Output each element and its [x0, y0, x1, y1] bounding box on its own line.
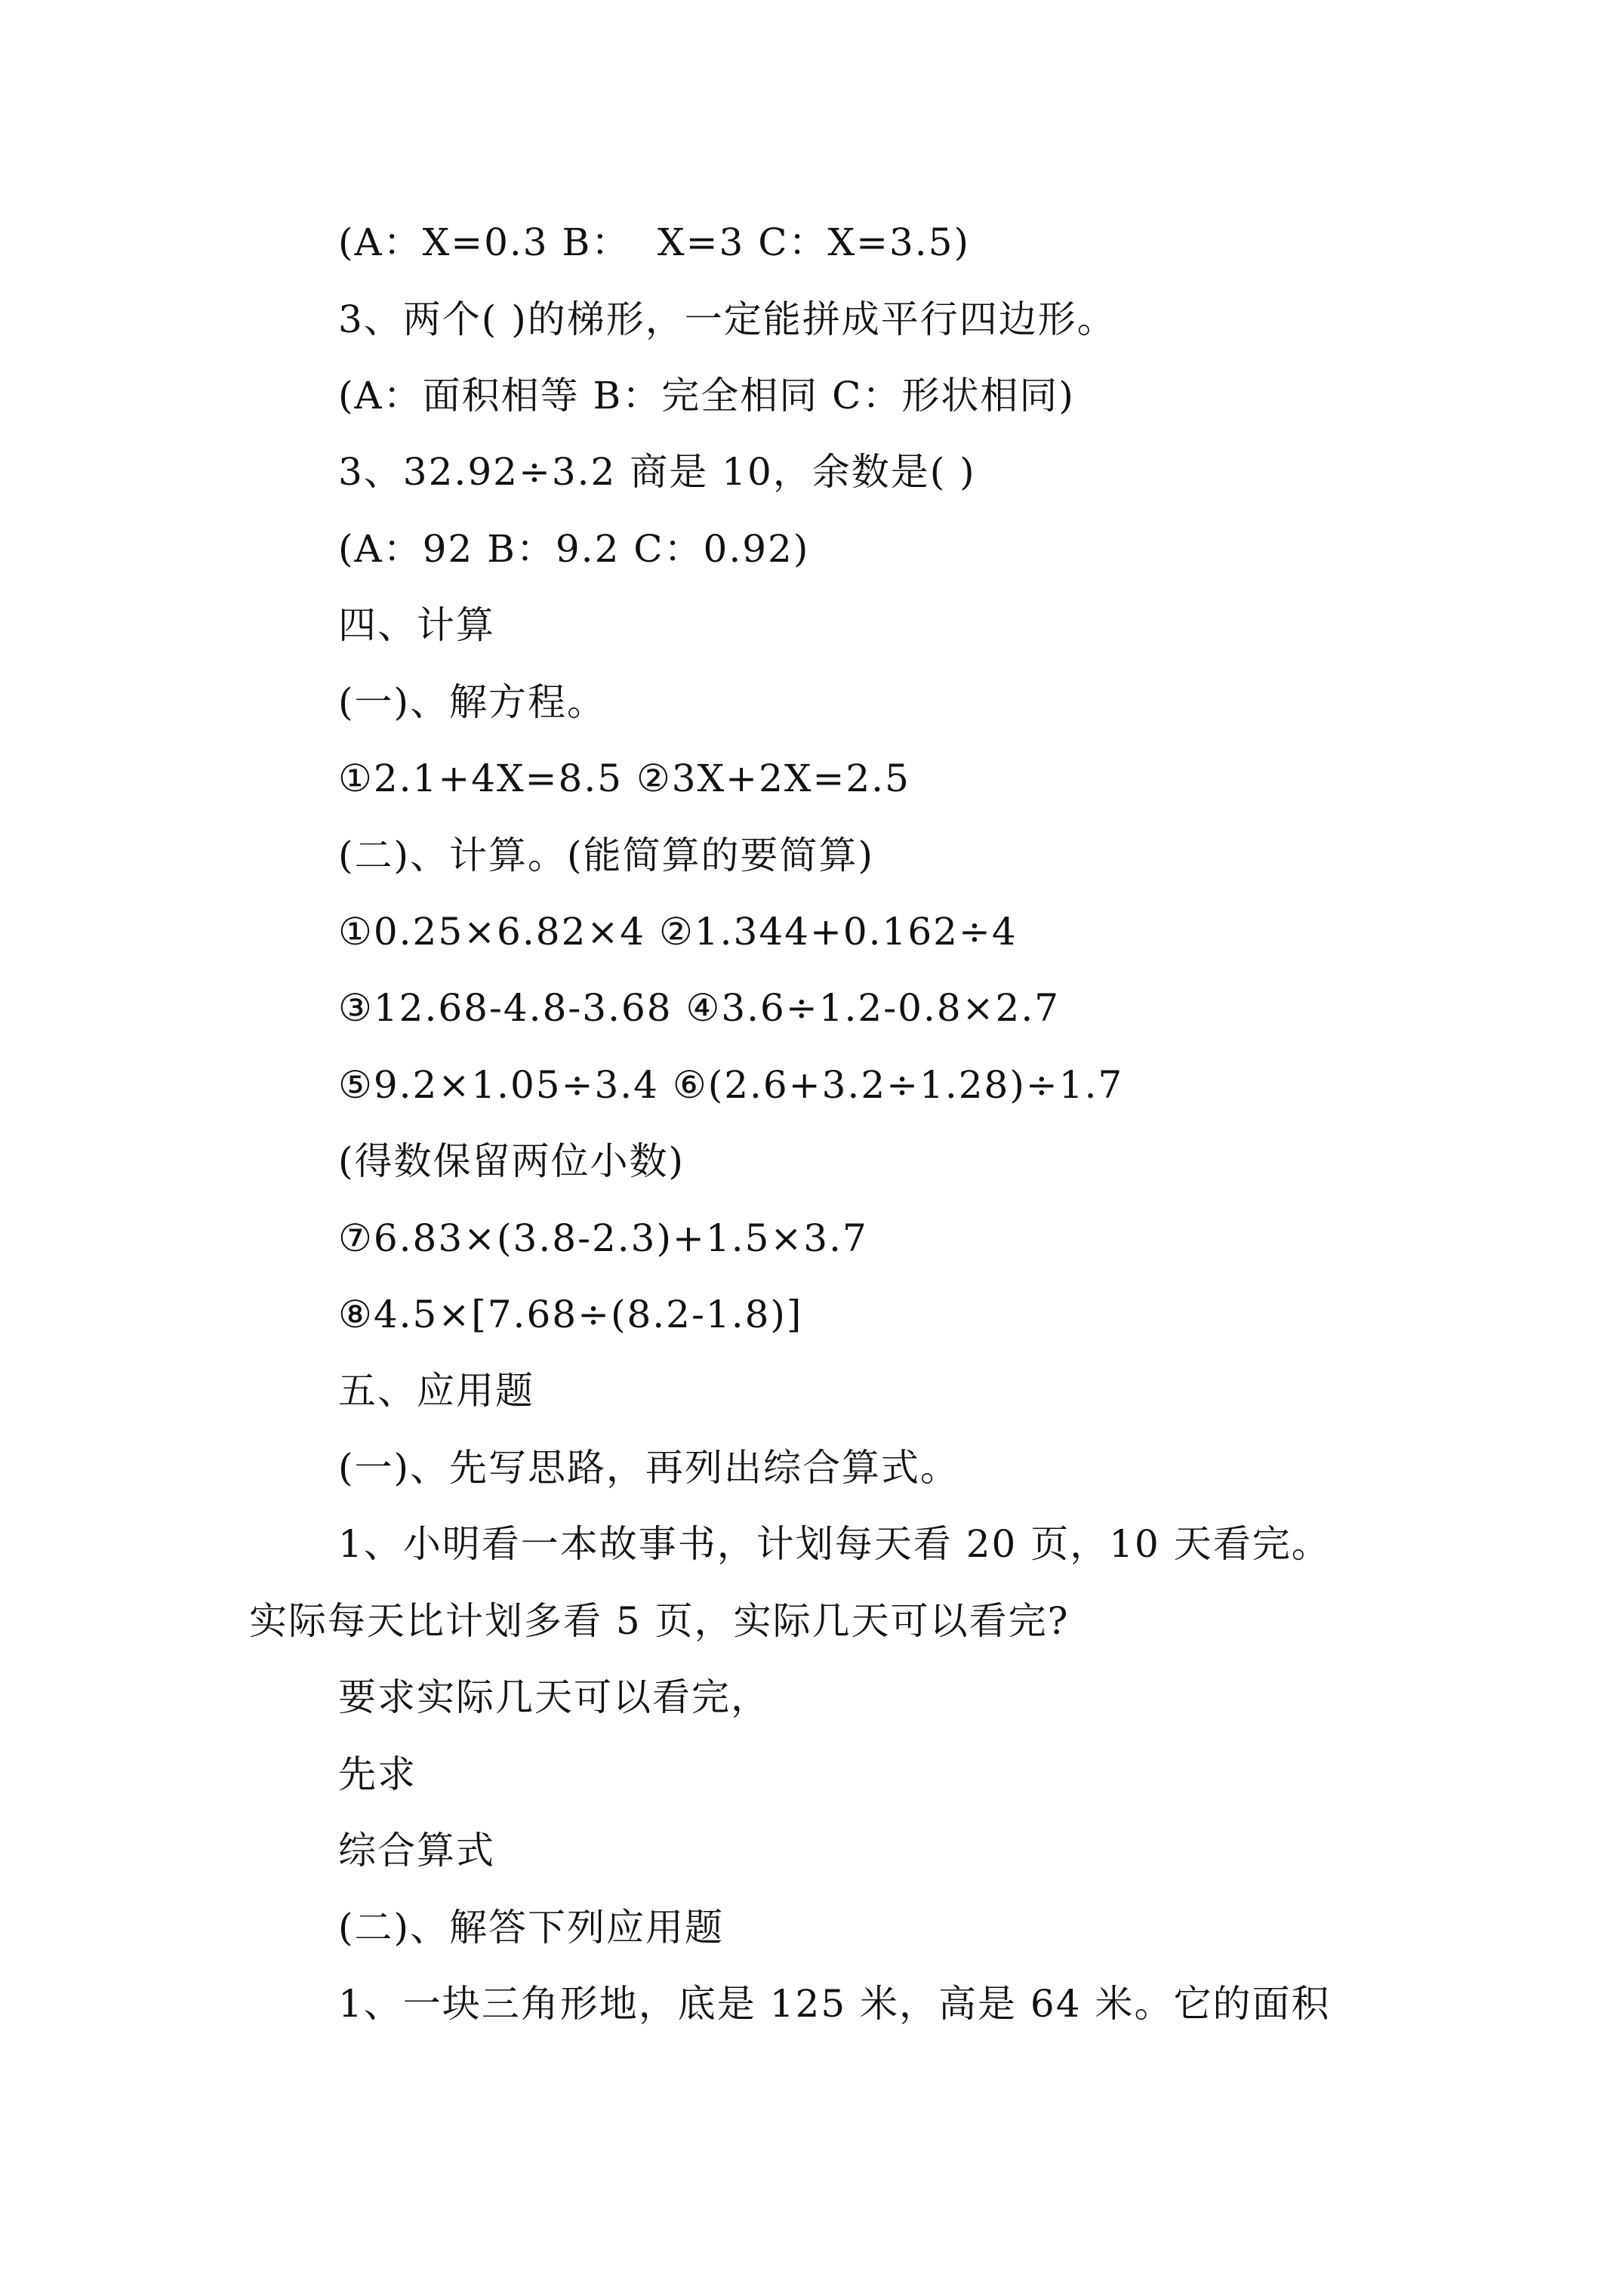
word-problem-line: 1、小明看一本故事书，计划每天看 20 页，10 天看完。 — [338, 1522, 1331, 1566]
calculation-line: ①0.25×6.82×4 ②1.344+0.162÷4 — [338, 910, 1018, 954]
instruction-line: (得数保留两位小数) — [338, 1139, 685, 1183]
question-line: 3、32.92÷3.2 商是 10，余数是( ) — [338, 450, 976, 494]
calculation-line: ⑧4.5×[7.68÷(8.2-1.8)] — [338, 1293, 803, 1336]
choice-options-line: (A：面积相等 B：完全相同 C：形状相同) — [338, 374, 1075, 418]
answer-prompt-line: 综合算式 — [338, 1829, 495, 1872]
question-line: 3、两个( )的梯形，一定能拼成平行四边形。 — [338, 297, 1116, 341]
calculation-line: ③12.68-4.8-3.68 ④3.6÷1.2-0.8×2.7 — [338, 986, 1061, 1030]
section-heading: 五、应用题 — [338, 1369, 534, 1413]
choice-options-line: (A：X=0.3 B： X=3 C：X=3.5) — [338, 220, 971, 264]
calculation-line: ⑦6.83×(3.8-2.3)+1.5×3.7 — [338, 1216, 868, 1260]
answer-prompt-line: 先求 — [338, 1752, 417, 1796]
subsection-heading: (一)、解方程。 — [338, 680, 607, 724]
calculation-line: ⑤9.2×1.05÷3.4 ⑥(2.6+3.2÷1.28)÷1.7 — [338, 1063, 1124, 1107]
word-problem-line: 1、一块三角形地，底是 125 米，高是 64 米。它的面积 — [338, 1982, 1331, 2026]
answer-prompt-line: 要求实际几天可以看完， — [338, 1675, 770, 1719]
word-problem-line: 实际每天比计划多看 5 页，实际几天可以看完? — [249, 1599, 1070, 1643]
choice-options-line: (A：92 B：9.2 C：0.92) — [338, 527, 810, 571]
subsection-heading: (二)、解答下列应用题 — [338, 1906, 725, 1949]
equation-line: ①2.1+4X=8.5 ②3X+2X=2.5 — [338, 757, 910, 800]
subsection-heading: (一)、先写思路，再列出综合算式。 — [338, 1446, 960, 1490]
section-heading: 四、计算 — [338, 603, 495, 647]
subsection-heading: (二)、计算。(能简算的要简算) — [338, 834, 875, 877]
